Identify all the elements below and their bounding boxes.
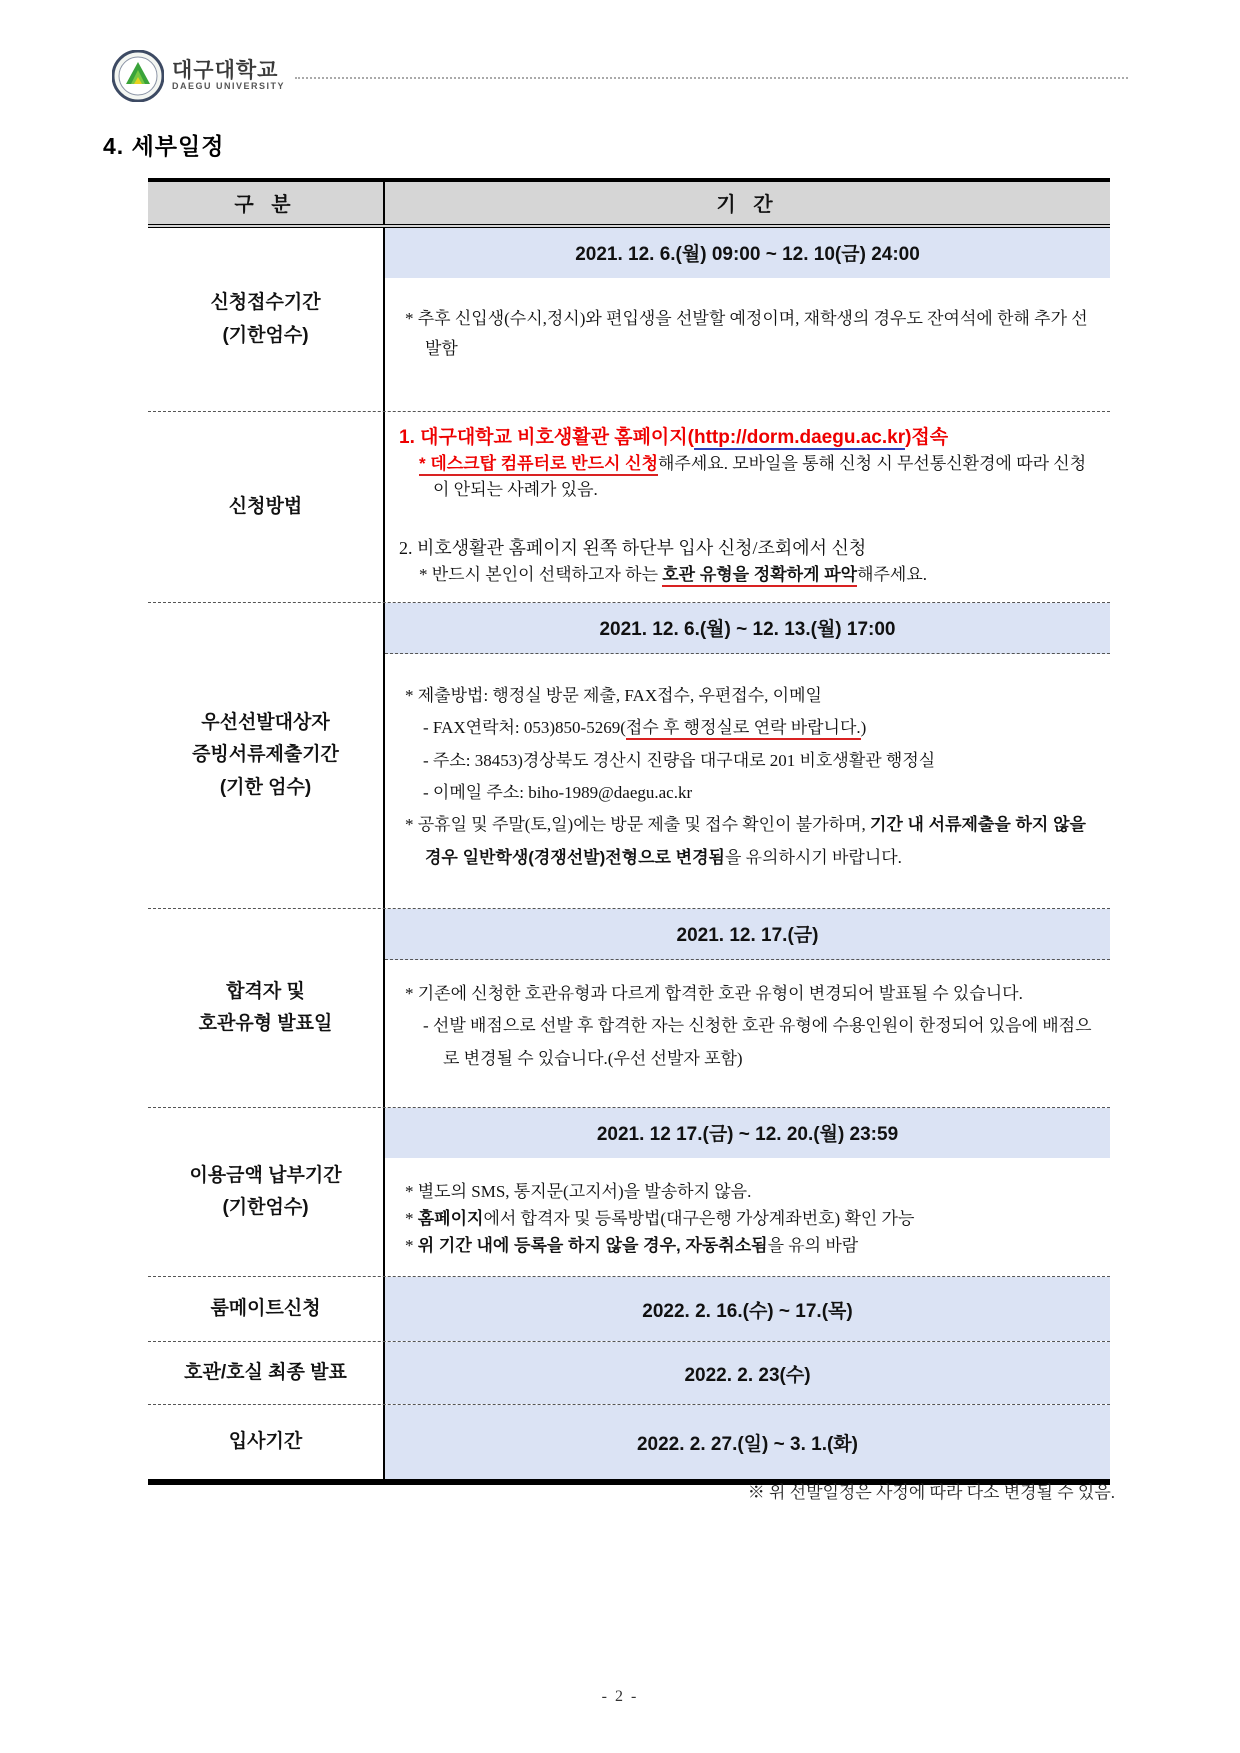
row-label-movein [148, 1405, 385, 1479]
row-label-line: 호관/호실 최종 발표 [184, 1361, 347, 1383]
row-label-payment-period [148, 1108, 385, 1276]
row-label-line: 우선선발대상자 [201, 712, 330, 734]
column-header-category: 구 분 [148, 182, 385, 224]
column-header-period: 기 간 [716, 194, 779, 216]
method-steps [385, 412, 1110, 602]
row-label-line: 룸메이트신청 [210, 1297, 321, 1319]
row-label-line: 신청방법 [228, 495, 303, 517]
row-notes [385, 1158, 1110, 1276]
row-label-line: 합격자 및 [226, 980, 305, 1002]
row-label-roommate [148, 1277, 385, 1341]
row-notes [385, 654, 1110, 890]
homepage-link[interactable]: http://dorm.daegu.ac.kr [693, 427, 906, 448]
method-step-2: 2. 비호생활관 홈페이지 왼쪽 하단부 입사 신청/조회에서 신청 [399, 537, 867, 558]
cancel-note-emphasis: 위 기간 내에 등록을 하지 않을 경우, 자동취소됨 [417, 1236, 768, 1256]
table-row-document-submission [148, 603, 1110, 909]
row-content-application-period [385, 228, 1110, 411]
note-line [405, 809, 1096, 874]
table-row-application-method [148, 412, 1110, 603]
university-emblem-icon [112, 50, 164, 102]
row-content-application-method [385, 412, 1110, 602]
method-step-1-note-rest: 해주세요. 모바일을 통해 신청 시 무선통신환경에 따라 신청이 안되는 사례가 있음. [433, 454, 1087, 500]
row-content-roommate: 2022. 2. 16.(수) ~ 17.(목) [385, 1277, 1110, 1341]
row-label-line: 증빙서류제출기간 [192, 744, 339, 766]
university-name-en: DAEGU UNIVERSITY [172, 81, 286, 92]
table-header-row [148, 182, 1110, 228]
section-title: 4. 세부일정 [103, 133, 225, 159]
holiday-note-suffix: 을 유의하시기 바랍니다. [724, 847, 902, 867]
table-row-roommate [148, 1277, 1110, 1342]
spacer [399, 504, 1100, 534]
period-highlight: 2021. 12 17.(금) ~ 12. 20.(월) 23:59 [385, 1108, 1110, 1158]
method-step-1 [399, 422, 1100, 449]
row-label-line: 이용금액 납부기간 [189, 1164, 342, 1186]
method-step-1-text: 1. 대구대학교 비호생활관 홈페이지( [399, 427, 694, 448]
fax-note-suffix: ) [860, 718, 867, 738]
row-label-line: 호관유형 발표일 [198, 1013, 333, 1035]
row-label-announcement [148, 909, 385, 1107]
note-line: * 추후 신입생(수시,정시)와 편입생을 선발할 예정이며, 재학생의 경우도 잔여석에 한해 추가 선발함 [405, 309, 1088, 358]
period-highlight: 2021. 12. 6.(월) ~ 12. 13.(월) 17:00 [385, 603, 1110, 654]
row-content-announcement [385, 909, 1110, 1107]
holiday-note-prefix: * 공휴일 및 주말(토,일)에는 방문 제출 및 접수 확인이 불가하며, [405, 815, 870, 835]
row-label-document-submission [148, 603, 385, 908]
period-highlight: 2021. 12. 6.(월) 09:00 ~ 12. 10(금) 24:00 [385, 228, 1110, 278]
note-line: * 기존에 신청한 호관유형과 다르게 합격한 호관 유형이 변경되어 발표될 수 있습니다. [405, 984, 1023, 1004]
row-label-line: (기한 엄수) [219, 776, 312, 798]
method-step-2-note-prefix: * 반드시 본인이 선택하고자 하는 [419, 564, 663, 584]
row-label-application-period [148, 228, 385, 411]
table-row-final-announcement [148, 1342, 1110, 1405]
university-logo-text [172, 60, 285, 91]
row-label-line: (기한엄수) [222, 1197, 309, 1219]
cancel-note-suffix: 을 유의 바람 [767, 1236, 859, 1256]
period-highlight: 2021. 12. 17.(금) [385, 909, 1110, 960]
row-label-line: (기한엄수) [222, 324, 309, 346]
homepage-note-suffix: 에서 합격자 및 등록방법(대구은행 가상계좌번호) 확인 가능 [483, 1209, 915, 1229]
document-header [112, 50, 1128, 102]
homepage-note-emphasis: 홈페이지 [417, 1209, 484, 1229]
note-line: * 제출방법: 행정실 방문 제출, FAX접수, 우편접수, 이메일 [405, 686, 822, 706]
row-label-final-announcement [148, 1342, 385, 1404]
row-label-application-method [148, 412, 385, 602]
homepage-note-prefix: * [405, 1209, 418, 1229]
row-content-payment-period [385, 1108, 1110, 1276]
fax-note-prefix: - FAX연락처: 053)850-5269( [423, 718, 626, 738]
row-notes [385, 278, 1110, 380]
table-row-payment-period [148, 1108, 1110, 1277]
row-content-document-submission [385, 603, 1110, 908]
note-line: - 이메일 주소: biho-1989@daegu.ac.kr [423, 782, 693, 802]
method-step-2-note-suffix: 해주세요. [857, 564, 928, 584]
table-row-announcement [148, 909, 1110, 1108]
page-number: - 2 - [601, 1688, 639, 1705]
table-row-movein [148, 1405, 1110, 1479]
cancel-note-prefix: * [405, 1236, 418, 1256]
row-label-line: 입사기간 [228, 1430, 303, 1452]
note-line [405, 1232, 1096, 1259]
dorm-type-emphasis: 호관 유형을 정확하게 파악 [662, 565, 857, 587]
row-label-line: 신청접수기간 [210, 292, 321, 314]
note-line: - 선발 배점으로 선발 후 합격한 자는 신청한 호관 유형에 수용인원이 한정되어 있음에 배점으로 변경될 수 있습니다.(우선 선발자 포함) [423, 1016, 1092, 1068]
header-divider [295, 77, 1128, 79]
note-line [405, 712, 1096, 744]
holiday-note-emphasis: 기간 내 서류제출을 하지 않을 경우 일반학생(경쟁선발)전형으로 변경됨 [425, 815, 1086, 867]
table-row-application-period [148, 228, 1110, 412]
schedule-footnote: ※ 위 선발일정은 사정에 따라 다소 변경될 수 있음. [747, 1483, 1115, 1502]
note-line: * 별도의 SMS, 통지문(고지서)을 발송하지 않음. [405, 1182, 752, 1202]
fax-note-underlined: 접수 후 행정실로 연락 바랍니다. [626, 718, 861, 740]
note-line [405, 1205, 1096, 1232]
university-logo [112, 50, 285, 102]
row-content-final-announcement: 2022. 2. 23(수) [385, 1342, 1110, 1404]
method-step-2-note [399, 562, 1100, 588]
desktop-required-emphasis: * 데스크탑 컴퓨터로 반드시 신청 [419, 454, 658, 476]
row-notes [385, 960, 1110, 1091]
note-line: - 주소: 38453)경상북도 경산시 진량읍 대구대로 201 비호생활관 행정실 [423, 750, 936, 770]
schedule-table [148, 178, 1110, 1485]
row-content-movein: 2022. 2. 27.(일) ~ 3. 1.(화) [385, 1405, 1110, 1479]
method-step-1-text-end: )접속 [905, 427, 949, 448]
university-name: 대구대학교 [172, 59, 279, 83]
method-step-1-note [399, 451, 1100, 504]
